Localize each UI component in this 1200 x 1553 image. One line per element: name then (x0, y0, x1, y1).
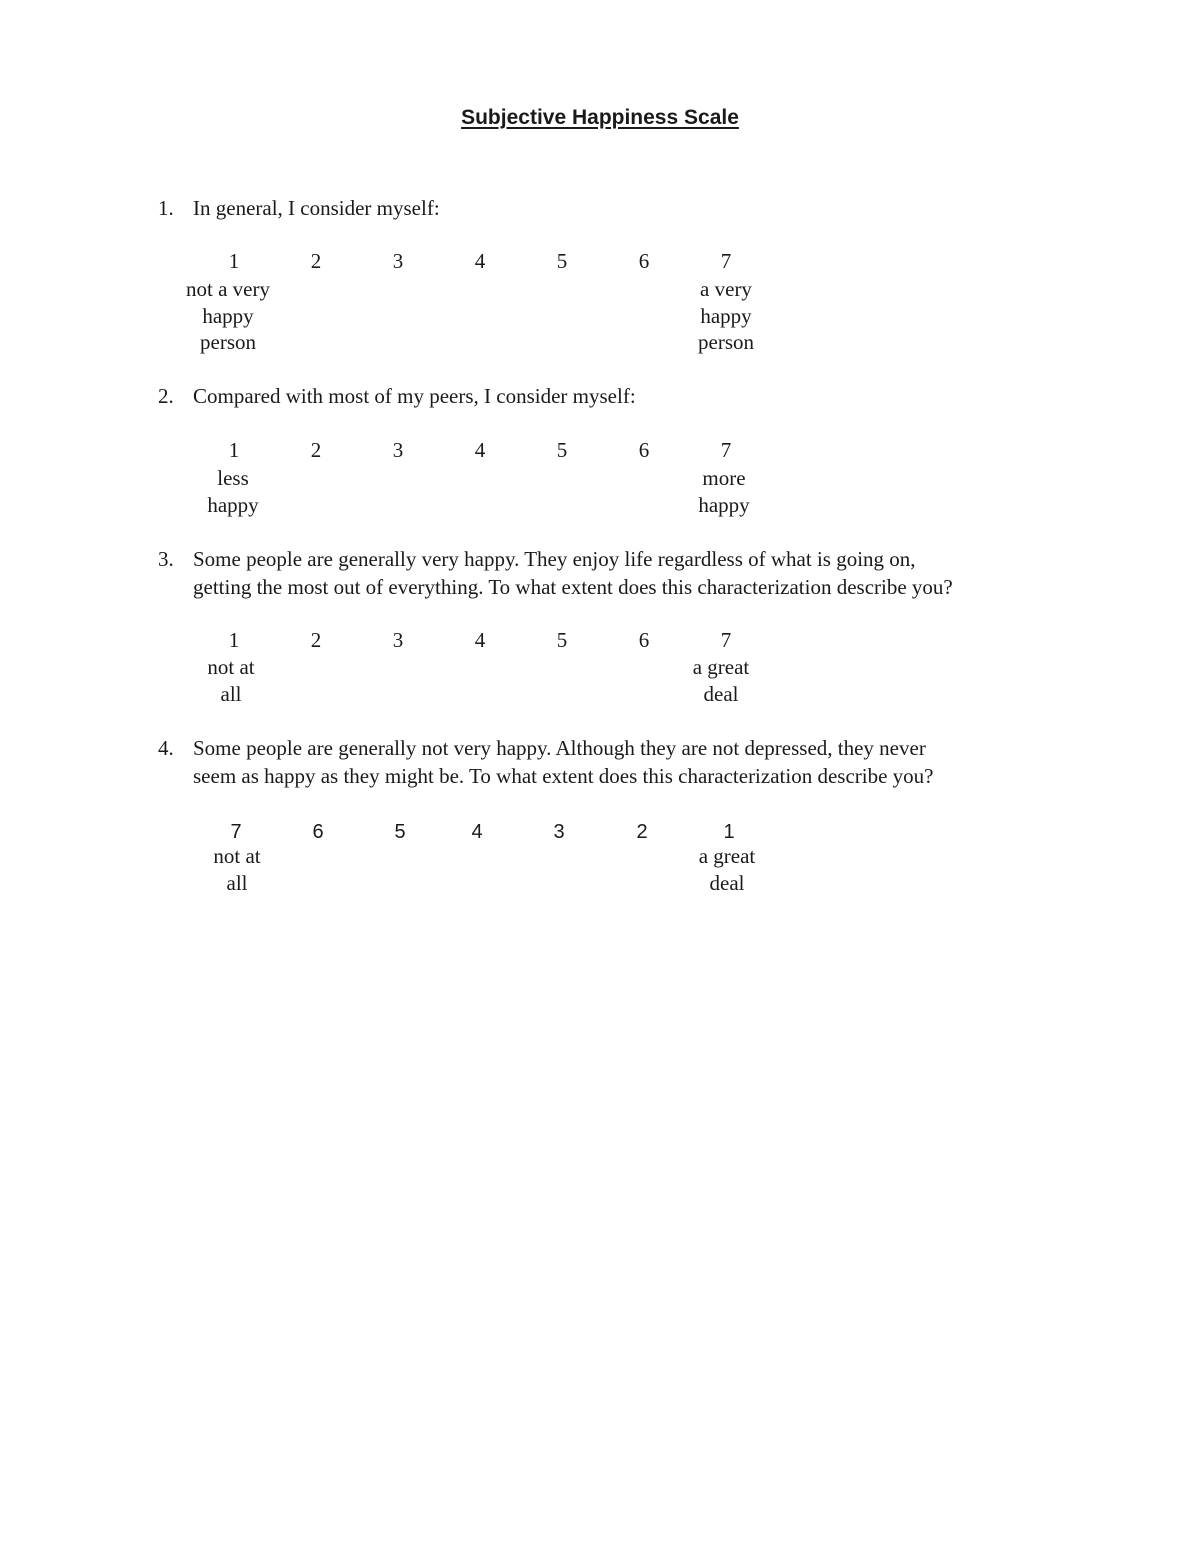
scale-left-anchor (148, 276, 308, 356)
scale-option[interactable]: 5 (394, 821, 406, 843)
anchor-line: a very (700, 277, 752, 301)
scale-option[interactable]: 6 (638, 249, 650, 273)
scale-option[interactable]: 4 (474, 438, 486, 462)
scale-option[interactable]: 6 (312, 821, 324, 843)
anchor-line: person (698, 330, 754, 354)
question-4 (158, 734, 1118, 790)
scale-option[interactable]: 6 (638, 628, 650, 652)
scale-option[interactable]: 7 (230, 821, 242, 843)
scale-left-anchor (151, 654, 311, 707)
scale-option[interactable]: 7 (720, 628, 732, 652)
scale-option[interactable]: 3 (392, 438, 404, 462)
anchor-line: person (200, 330, 256, 354)
scale-option[interactable]: 7 (720, 249, 732, 273)
question-text-line-2: seem as happy as they might be. To what extent does this characterization describe you? (193, 764, 934, 788)
scale-option[interactable]: 6 (638, 438, 650, 462)
scale-option[interactable]: 2 (636, 821, 648, 843)
scale-option[interactable]: 2 (310, 628, 322, 652)
anchor-line: happy (698, 492, 750, 517)
scale-option[interactable]: 5 (556, 628, 568, 652)
anchor-line: deal (709, 870, 745, 895)
scale-option[interactable]: 5 (556, 249, 568, 273)
question-1 (158, 194, 1118, 222)
scale-right-anchor (647, 843, 807, 896)
anchor-line: all (226, 870, 248, 895)
scale-right-anchor (646, 276, 806, 356)
anchor-line: less (217, 466, 249, 490)
scale-option[interactable]: 2 (310, 249, 322, 273)
anchor-line: deal (703, 681, 739, 706)
anchor-line: more (702, 466, 746, 490)
scale-option[interactable]: 7 (720, 438, 732, 462)
scale-option[interactable]: 1 (228, 438, 240, 462)
question-number: 3. (158, 547, 174, 571)
question-text: In general, I consider myself: (193, 196, 440, 220)
question-number: 4. (158, 736, 174, 760)
question-number: 2. (158, 384, 174, 408)
question-number: 1. (158, 196, 174, 220)
anchor-line: happy (202, 303, 254, 328)
anchor-line: happy (207, 492, 259, 517)
scale-option[interactable]: 3 (392, 249, 404, 273)
anchor-line: not at (207, 655, 255, 679)
anchor-line: not at (213, 844, 261, 868)
document-title: Subjective Happiness Scale (461, 106, 739, 129)
anchor-line: not a very (186, 277, 270, 301)
scale-right-anchor (641, 654, 801, 707)
anchor-line: all (220, 681, 242, 706)
scale-option[interactable]: 4 (474, 628, 486, 652)
question-text-line-1: Some people are generally very happy. They enjoy life regardless of what is going on, (193, 547, 916, 571)
scale-left-anchor (153, 465, 313, 518)
question-text-line-2: getting the most out of everything. To what extent does this characterization describe you? (193, 575, 953, 599)
scale-left-anchor (157, 843, 317, 896)
scale-option[interactable]: 3 (553, 821, 565, 843)
scale-option[interactable]: 4 (474, 249, 486, 273)
question-text-line-1: Some people are generally not very happy. Although they are not depressed, they never (193, 736, 926, 760)
scale-option[interactable]: 4 (471, 821, 483, 843)
scale-option[interactable]: 2 (310, 438, 322, 462)
scale-option[interactable]: 1 (723, 821, 735, 843)
scale-option[interactable]: 1 (228, 628, 240, 652)
scale-option[interactable]: 1 (228, 249, 240, 273)
question-text: Compared with most of my peers, I consider myself: (193, 384, 636, 408)
scale-option[interactable]: 3 (392, 628, 404, 652)
anchor-line: a great (698, 844, 756, 868)
question-3 (158, 545, 1118, 601)
scale-option[interactable]: 5 (556, 438, 568, 462)
question-2 (158, 382, 1118, 410)
anchor-line: happy (700, 303, 752, 328)
scale-right-anchor (644, 465, 804, 518)
anchor-line: a great (692, 655, 750, 679)
